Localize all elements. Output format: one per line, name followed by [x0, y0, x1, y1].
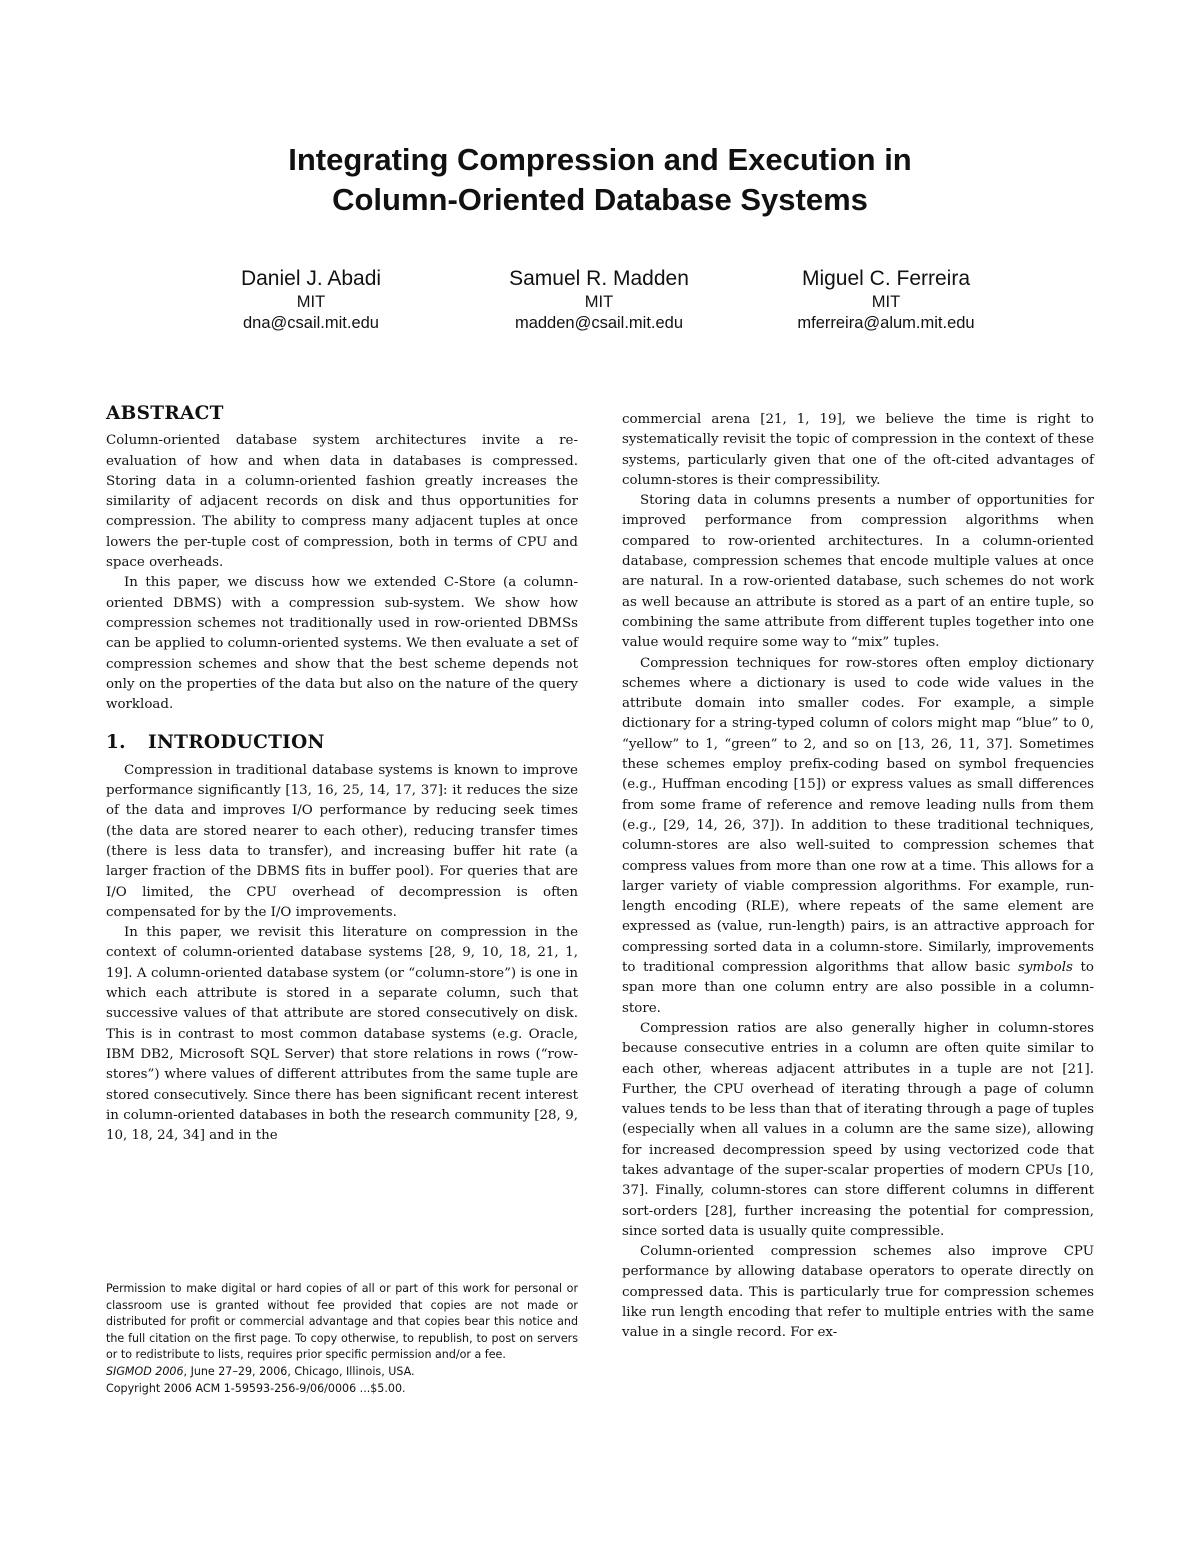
body-text: Compression techniques for row-stores often employ dictionary schemes where a dictionary is used to code wide values in the attribute domain into smaller codes. For example, a simple dictionary for a string-typed column of colors might map “blue” to 0, “yellow” to 1, “green” to 2, and so on [13, 26, 11, 37]. Sometimes these schemes employ prefix-coding based on symbol frequencies (e.g., Huffman encoding [15]) or express values as small differences from some frame of reference and remove leading nulls from them (e.g., [29, 14, 26, 37]). In addition to these traditional techniques, column-stores are also well-suited to compression schemes that compress values from more than one row at a time. This allows for a larger variety of viable compression algorithms. For example, run-length encoding (RLE), where repeats of the same element are expressed as (value, run-length) pairs, is an attractive approach for compressing sorted data in a column-store. Similarly, improvements to traditional compression algorithms that allow basic — [622, 655, 1094, 976]
author-email: mferreira@alum.mit.edu — [797, 314, 975, 332]
body-text: to span more than one column entry are also possible in a column-store. — [622, 960, 1094, 1016]
section-number: 1. — [106, 732, 126, 754]
left-column — [106, 404, 578, 1146]
author-email: dna@csail.mit.edu — [243, 314, 379, 332]
body-paragraph — [622, 654, 1094, 1019]
copyright-line: Copyright 2006 ACM 1-59593-256-9/06/0006 ...$5.00. — [106, 1381, 406, 1395]
author-block — [449, 266, 749, 334]
author-email: madden@csail.mit.edu — [514, 314, 684, 332]
body-paragraph: commercial arena [21, 1, 19], we believe the time is right to systematically revisit the topic of compression in the context of these systems, particularly given that one of the oft-cited advantages of column-stores is their compressibility. — [622, 412, 1094, 488]
author-name: Miguel C. Ferreira — [801, 267, 971, 290]
abstract-paragraph: In this paper, we discuss how we extended C-Store (a column-oriented DBMS) with a compression sub-system. We show how compression schemes not traditionally used in row-oriented DBMSs can be applied to column-oriented systems. We then evaluate a set of compression schemes and show that the best scheme depends not only on the properties of the data but also on the nature of the query workload. — [106, 575, 578, 713]
title-line-2: Column-Oriented Database Systems — [332, 182, 868, 217]
author-name: Samuel R. Madden — [509, 267, 689, 290]
paper-title — [100, 140, 1100, 220]
author-name: Daniel J. Abadi — [240, 267, 382, 290]
conference-details: , June 27–29, 2006, Chicago, Illinois, USA. — [183, 1364, 415, 1378]
author-affiliation: MIT — [584, 293, 614, 311]
section-title: INTRODUCTION — [148, 732, 325, 754]
permission-notice: Permission to make digital or hard copies of all or part of this work for personal or classroom use is granted without fee provided that copies are not made or distributed for profit or commercial advantage and that copies bear this notice and the full citation on the first page. To copy otherwise, to republish, to post on servers or to redistribute to lists, requires prior specific permission and/or a fee. — [106, 1282, 578, 1362]
body-paragraph: Column-oriented compression schemes also improve CPU performance by allowing database operators to operate directly on compressed data. This is particularly true for compression schemes like run length encoding that refer to multiple entries with the same value in a single record. For ex- — [622, 1244, 1094, 1341]
author-block — [736, 266, 1036, 334]
emphasis-text: symbols — [1017, 960, 1073, 976]
body-paragraph: Compression in traditional database systems is known to improve performance significantly [13, 16, 25, 14, 17, 37]: it reduces the size of the data and improves I/O performance by reducing seek times (the data are stored nearer to each other), reducing transfer times (there is less data to transfer), and increasing buffer hit rate (a larger fraction of the DBMS fits in buffer pool). For queries that are I/O limited, the CPU overhead of decompression is often compensated for by the I/O improvements. — [106, 762, 578, 920]
copyright-footnote — [106, 1281, 578, 1397]
author-block — [161, 266, 461, 334]
body-paragraph: Storing data in columns presents a number of opportunities for improved performance from compression algorithms when compared to row-oriented architectures. In a column-oriented database, compression schemes that encode multiple values at once are natural. In a row-oriented database, such schemes do not work as well because an attribute is stored as a part of an entire tuple, so combining the same attribute from different tuples together into one value would require some way to “mix” tuples. — [622, 493, 1094, 651]
right-column — [622, 410, 1094, 1344]
author-affiliation: MIT — [871, 293, 901, 311]
abstract-paragraph: Column-oriented database system architectures invite a re-evaluation of how and when data in databases is compressed. Storing data in a column-oriented fashion greatly increases the similarity of adjacent records on disk and thus opportunities for compression. The ability to compress many adjacent tuples at once lowers the per-tuple cost of compression, both in terms of CPU and space overheads. — [106, 433, 578, 571]
abstract-heading: ABSTRACT — [106, 403, 224, 424]
body-paragraph: In this paper, we revisit this literature on compression in the context of column-oriented database systems [28, 9, 10, 18, 21, 1, 19]. A column-oriented database system (or “column-store”) is one in which each attribute is stored in a separate column, such that successive values of that attribute are stored consecutively on disk. This is in contrast to most common database systems (e.g. Oracle, IBM DB2, Microsoft SQL Server) that store relations in rows (“row-stores”) where values of different attributes from the same tuple are stored consecutively. Since there has been significant recent interest in column-oriented databases in both the research community [28, 9, 10, 18, 24, 34] and in the — [106, 925, 578, 1144]
conference-line — [106, 1364, 578, 1381]
section-heading-introduction — [106, 733, 578, 753]
body-paragraph: Compression ratios are also generally higher in column-stores because consecutive entries in a column are often quite similar to each other, whereas adjacent attributes in a tuple are not [21]. Further, the CPU overhead of iterating through a page of column values tends to be less than that of iterating through a page of tuples (especially when all values in a column are the same size), allowing for increased decompression speed by using vectorized code that takes advantage of the super-scalar properties of modern CPUs [10, 37]. Finally, column-stores can store different columns in different sort-orders [28], further increasing the potential for compression, since sorted data is usually quite compressible. — [622, 1020, 1094, 1239]
author-affiliation: MIT — [296, 293, 326, 311]
title-line-1: Integrating Compression and Execution in — [288, 142, 912, 177]
conference-name: SIGMOD 2006 — [106, 1364, 184, 1378]
